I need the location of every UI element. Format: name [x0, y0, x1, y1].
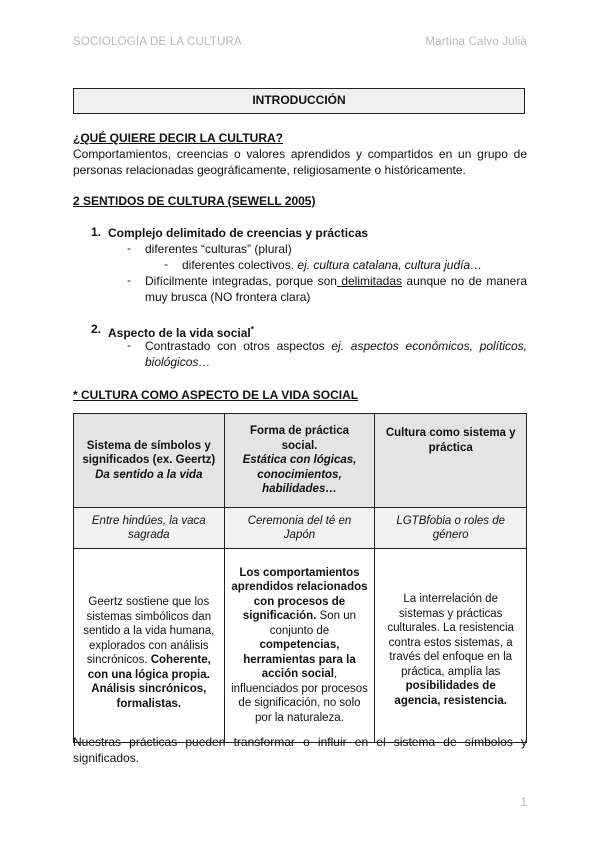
integrated-text-post: aunque no de manera	[402, 274, 528, 288]
header-symbols-text: Sistema de símbolos y significados (ex. Geertz)	[82, 439, 216, 467]
sense-2-number: 2.	[91, 322, 102, 336]
definition-paragraph	[73, 146, 527, 178]
definition-line-2: personas relacionadas geográficamente, religiosamente o históricamente.	[73, 163, 466, 177]
sense-2-label-text: Aspecto de la vida social	[108, 326, 251, 340]
body-practice-text-2: , influenciados por procesos de significación, no solo por la naturaleza.	[231, 668, 368, 724]
body-practice-text-1: Son un conjunto de	[269, 610, 357, 637]
culture-comparison-table	[73, 413, 527, 743]
body-cell-symbols	[74, 549, 225, 743]
definition-line-1: Comportamientos, creencias o valores aprendidos y compartidos en un grupo de	[73, 147, 527, 161]
body-practice-bold-1: Los comportamientos aprendidos relacionados con procesos de significación.	[231, 566, 368, 623]
contrast-example-cont: biológicos…	[145, 355, 211, 369]
body-cell-system	[375, 549, 527, 743]
bullet-dash: -	[127, 338, 131, 352]
example-cell-cow: Entre hindúes, la vaca sagrada	[74, 508, 225, 549]
collectives-example: ej. cultura catalana, cultura judía…	[297, 258, 483, 272]
contrast-line-1	[145, 338, 527, 354]
body-system-text: La interrelación de sistemas y prácticas culturales. La resistencia contra estos sistemas, a través del enfoque en la práctica, amplía las	[387, 593, 514, 678]
closing-line-2: significados.	[73, 751, 140, 765]
header-practice-text: Forma de práctica social.	[249, 425, 350, 452]
running-header-course: SOCIOLOGÍA DE LA CULTURA	[73, 36, 242, 48]
body-system-bold: posibilidades de agencia, resistencia.	[394, 680, 507, 707]
integrated-line-2: muy brusca (NO frontera clara)	[145, 290, 311, 304]
header-cell-practice	[224, 414, 375, 508]
table-header-row	[74, 414, 527, 508]
contrast-example: ej. aspectos económicos, políticos,	[331, 339, 527, 353]
sense-1-number: 1.	[91, 225, 102, 239]
header-system-text: Cultura como sistema y práctica	[385, 427, 516, 454]
sense-1-subbullet-collectives	[182, 257, 482, 273]
body-symbols-bold: Coherente, con una lógica propia. Análisis sincrónicos, formalistas.	[87, 654, 211, 710]
example-cell-lgtb: LGTBfobia o roles de género	[375, 508, 527, 549]
example-cell-tea: Ceremonia del té en Japón	[224, 508, 375, 549]
sewell-heading: 2 SENTIDOS DE CULTURA (SEWELL 2005)	[73, 194, 316, 208]
sense-1-bullet-integrated	[145, 273, 527, 305]
page-number: 1	[520, 797, 527, 809]
body-symbols-text: Geertz sostiene que los sistemas simbólicos dan sentido a la vida humana, explorados con análisis sincrónicos.	[83, 596, 215, 666]
table-body-row	[74, 549, 527, 743]
header-cell-system	[375, 414, 527, 508]
table-example-row	[74, 508, 527, 549]
contrast-text: Contrastado con otros aspectos	[145, 339, 332, 353]
bullet-dash: -	[127, 241, 131, 255]
sense-2-bullet-contrast	[145, 338, 527, 370]
header-practice-italic: Estática con lógicas, conocimientos, habilidades…	[242, 454, 357, 496]
asterisk-mark: *	[250, 325, 254, 334]
running-header-author: Martina Calvo Julià	[425, 36, 527, 48]
header-symbols-italic: Da sentido a la vida	[95, 468, 203, 481]
culture-aspect-heading: * CULTURA COMO ASPECTO DE LA VIDA SOCIAL	[73, 388, 359, 402]
closing-paragraph	[73, 734, 527, 766]
question-heading: ¿QUÉ QUIERE DECIR LA CULTURA?	[73, 131, 283, 145]
bullet-dash: -	[164, 257, 168, 271]
closing-line-1: Nuestras prácticas pueden transformar o influir en el sistema de símbolos y	[73, 735, 527, 749]
header-cell-symbols	[74, 414, 225, 508]
sense-1-bullet-plural: diferentes “culturas” (plural)	[145, 242, 292, 256]
body-practice-bold-2: competencias, herramientas para la acción social	[243, 639, 356, 681]
collectives-text: diferentes colectivos.	[182, 258, 298, 272]
body-cell-practice	[224, 549, 375, 743]
bullet-dash: -	[127, 273, 131, 287]
integrated-line-1	[145, 273, 527, 289]
section-title-box: INTRODUCCIÓN	[73, 88, 525, 114]
integrated-text-pre: Difícilmente integradas, porque son	[145, 274, 337, 288]
sense-1-label: Complejo delimitado de creencias y prácticas	[108, 226, 369, 240]
integrated-underlined-word: delimitadas	[336, 274, 403, 288]
